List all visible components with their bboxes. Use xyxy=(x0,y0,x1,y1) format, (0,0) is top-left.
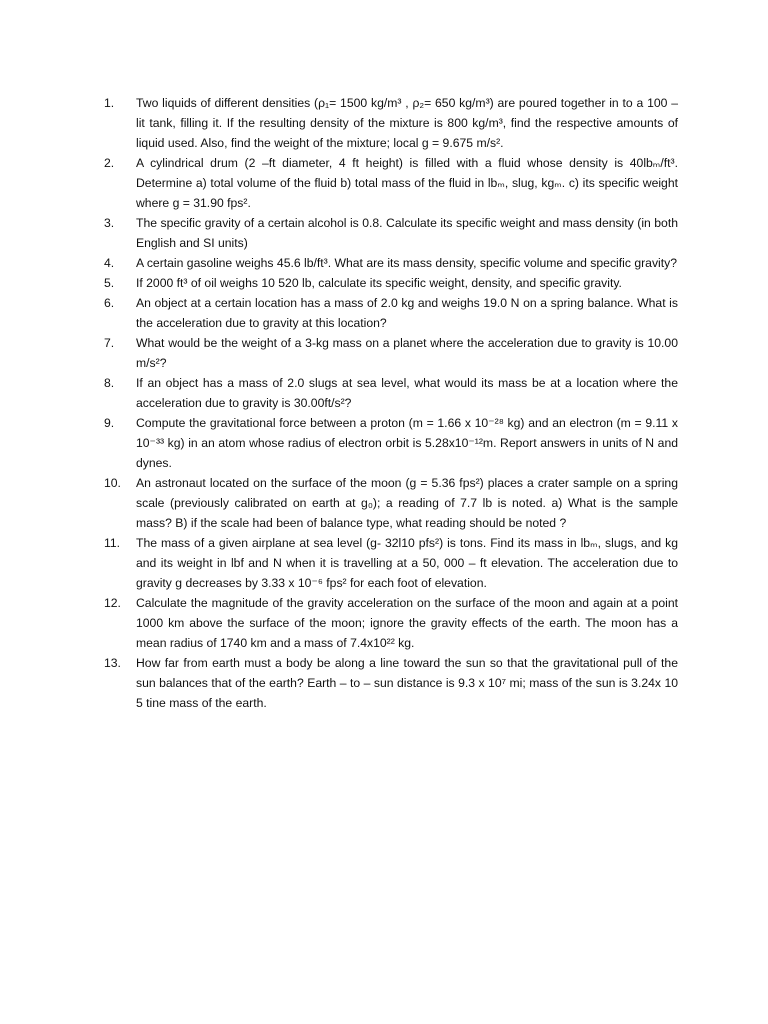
problem-number: 11. xyxy=(104,536,121,550)
problem-item xyxy=(104,293,678,333)
problem-item xyxy=(104,153,678,213)
problem-number: 5. xyxy=(104,276,115,290)
problem-item xyxy=(104,533,678,593)
problem-number: 12. xyxy=(104,596,121,610)
problem-item xyxy=(104,593,678,653)
problem-item xyxy=(104,213,678,253)
problem-item xyxy=(104,93,678,153)
problem-item xyxy=(104,373,678,413)
problem-text: Two liquids of different densities (ρ₁= 1500 kg/m³ , ρ₂= 650 kg/m³) are poured together in to a 100 – lit tank, filling it. If the resulting density of the mixture is 800 kg/m³, find the respective amounts of liquid used. Also, find the weight of the mixture; local g = 9.675 m/s². xyxy=(136,96,678,150)
problem-text: What would be the weight of a 3-kg mass on a planet where the acceleration due to gravity is 10.00 m/s²? xyxy=(136,336,678,370)
problem-item xyxy=(104,273,678,293)
problem-text: An object at a certain location has a mass of 2.0 kg and weighs 19.0 N on a spring balance. What is the acceleration due to gravity at this location? xyxy=(136,296,678,330)
problem-item xyxy=(104,413,678,473)
problem-text: The mass of a given airplane at sea level (g- 32l10 pfs²) is tons. Find its mass in lbₘ, slugs, and kg and its weight in lbf and N when it is travelling at a 50, 000 – ft elevation. The acceleration due to gravity g decreases by 3.33 x 10⁻⁶ fps² for each foot of elevation. xyxy=(136,536,678,590)
problem-text: Compute the gravitational force between a proton (m = 1.66 x 10⁻²⁸ kg) and an electron (m = 9.11 x 10⁻³³ kg) in an atom whose radius of electron orbit is 5.28x10⁻¹²m. Report answers in units of N and dynes. xyxy=(136,416,678,470)
problem-text: How far from earth must a body be along a line toward the sun so that the gravitational pull of the sun balances that of the earth? Earth – to – sun distance is 9.3 x 10⁷ mi; mass of the sun is 3.24x 10 5 tine mass of the earth. xyxy=(136,656,678,710)
problem-item xyxy=(104,333,678,373)
problem-text: Calculate the magnitude of the gravity acceleration on the surface of the moon and again at a point 1000 km above the surface of the moon; ignore the gravity effects of the earth. The moon has a mean radius of 1740 km and a mass of 7.4x10²² kg. xyxy=(136,596,678,650)
problem-text: The specific gravity of a certain alcohol is 0.8. Calculate its specific weight and mass density (in both English and SI units) xyxy=(136,216,678,250)
problem-text: An astronaut located on the surface of the moon (g = 5.36 fps²) places a crater sample on a spring scale (previously calibrated on earth at g₀); a reading of 7.7 lb is noted. a) What is the sample mass? B) if the scale had been of balance type, what reading should be noted ? xyxy=(136,476,678,530)
problem-item xyxy=(104,253,678,273)
problem-list xyxy=(104,93,678,713)
problem-text: A cylindrical drum (2 –ft diameter, 4 ft height) is filled with a fluid whose density is 40lbₘ/ft³. Determine a) total volume of the fluid b) total mass of the fluid in lbₘ, slug, kgₘ. c) its specific weight where g = 31.90 fps². xyxy=(136,156,678,210)
problem-number: 4. xyxy=(104,256,115,270)
problem-number: 1. xyxy=(104,96,115,110)
problem-item xyxy=(104,473,678,533)
problem-number: 9. xyxy=(104,416,115,430)
problem-number: 7. xyxy=(104,336,115,350)
problem-number: 2. xyxy=(104,156,115,170)
problem-text: If 2000 ft³ of oil weighs 10 520 lb, calculate its specific weight, density, and specific gravity. xyxy=(136,276,622,290)
problem-number: 6. xyxy=(104,296,115,310)
problem-text: A certain gasoline weighs 45.6 lb/ft³. What are its mass density, specific volume and specific gravity? xyxy=(136,256,678,270)
problem-number: 3. xyxy=(104,216,115,230)
problem-number: 13. xyxy=(104,656,121,670)
problem-text: If an object has a mass of 2.0 slugs at sea level, what would its mass be at a location where the acceleration due to gravity is 30.00ft/s²? xyxy=(136,376,678,410)
problem-item xyxy=(104,653,678,713)
problem-number: 8. xyxy=(104,376,115,390)
problem-number: 10. xyxy=(104,476,121,490)
